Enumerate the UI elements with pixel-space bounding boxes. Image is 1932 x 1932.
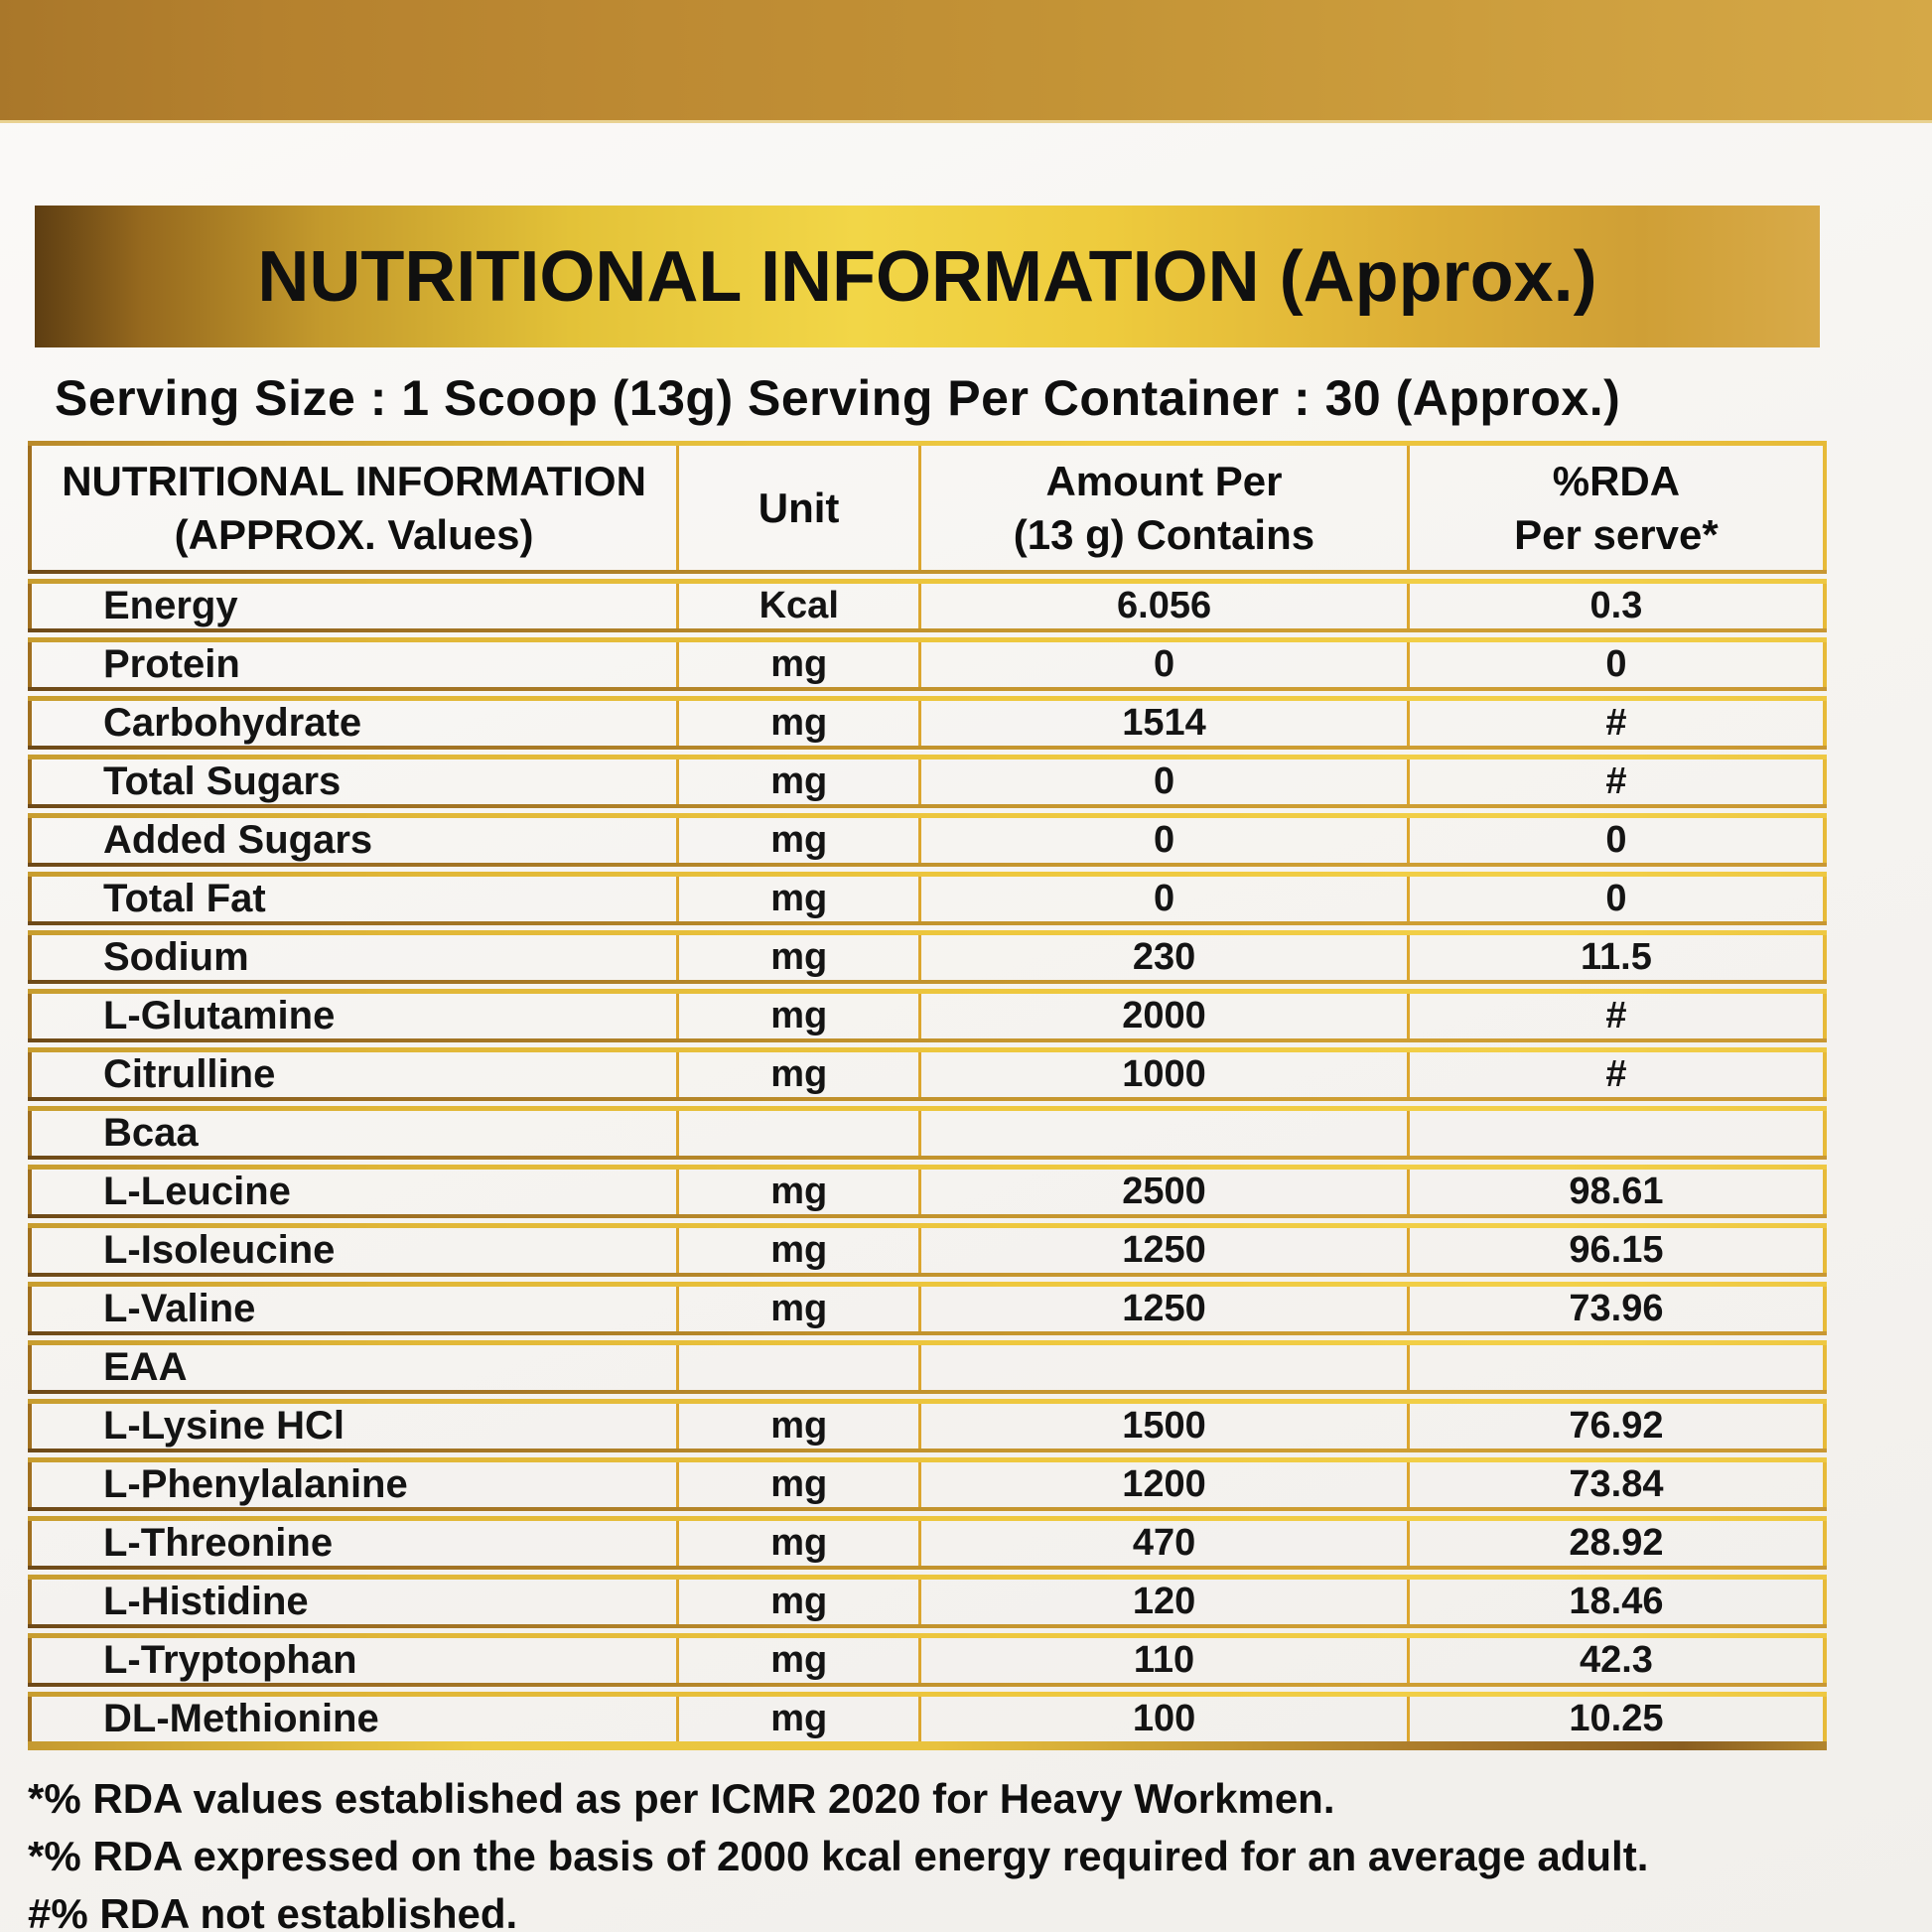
table-header-row [28,446,1827,570]
cell-rda: 10.25 [1407,1697,1823,1741]
cell-unit: mg [676,1052,918,1097]
cell-rda: 76.92 [1407,1404,1823,1449]
cell-nutrient-label: DL-Methionine [103,1697,379,1740]
table-row [28,877,1827,921]
cell-rda: 0 [1407,642,1823,687]
cell-amount: 1514 [918,701,1407,746]
row-separator [28,980,1827,994]
row-separator [28,1273,1827,1287]
cell-rda: 0 [1407,818,1823,863]
cell-unit: mg [676,642,918,687]
table-row [28,935,1827,980]
row-separator [28,1038,1827,1052]
row-separator [28,1390,1827,1404]
row-separator [28,1097,1827,1111]
cell-unit: mg [676,935,918,980]
cell-nutrient-label: L-Valine [103,1287,256,1330]
cell-rda: # [1407,701,1823,746]
cell-amount: 1250 [918,1287,1407,1331]
cell-nutrient-label: L-Threonine [103,1521,334,1565]
cell-amount: 1500 [918,1404,1407,1449]
table-row [28,1580,1827,1624]
cell-nutrient-label: Added Sugars [103,818,373,862]
cell-amount: 470 [918,1521,1407,1566]
top-gold-band [0,0,1932,123]
cell-rda: 96.15 [1407,1228,1823,1273]
cell-unit: mg [676,1404,918,1449]
cell-amount: 1200 [918,1462,1407,1507]
cell-amount: 100 [918,1697,1407,1741]
cell-nutrient-label: L-Glutamine [103,994,336,1037]
cell-rda: 73.96 [1407,1287,1823,1331]
header-rda-column: %RDA Per serve* [1407,446,1823,570]
cell-nutrient-label: L-Lysine HCl [103,1404,345,1448]
cell-rda: 18.46 [1407,1580,1823,1624]
table-section-row [28,1345,1827,1390]
row-separator [28,1214,1827,1228]
cell-nutrient-label: Sodium [103,935,249,979]
table-row [28,1404,1827,1449]
cell-rda: 11.5 [1407,935,1823,980]
row-separator [28,628,1827,642]
cell-nutrient-label: Total Fat [103,877,266,920]
table-row [28,994,1827,1038]
cell-amount: 230 [918,935,1407,980]
cell-unit: mg [676,1228,918,1273]
cell-unit: mg [676,701,918,746]
cell-unit: mg [676,1697,918,1741]
cell-rda [1407,1111,1823,1156]
header-nutrient-column: NUTRITIONAL INFORMATION (APPROX. Values) [62,457,646,558]
table-bottom-border [28,1741,1827,1750]
cell-rda: 28.92 [1407,1521,1823,1566]
table-row [28,701,1827,746]
row-separator [28,570,1827,584]
cell-amount: 2000 [918,994,1407,1038]
row-separator [28,746,1827,759]
table-body [28,446,1827,1741]
cell-rda: # [1407,994,1823,1038]
cell-amount [918,1345,1407,1390]
cell-rda: # [1407,759,1823,804]
cell-rda: 42.3 [1407,1638,1823,1683]
row-separator [28,1507,1827,1521]
table-row [28,1287,1827,1331]
footnote-rda-not-established: #% RDA not established. [28,1890,518,1932]
cell-nutrient-label: Protein [103,642,240,686]
cell-rda: 73.84 [1407,1462,1823,1507]
cell-rda: 98.61 [1407,1170,1823,1214]
cell-unit: mg [676,1521,918,1566]
table-row [28,1697,1827,1741]
table-row [28,1462,1827,1507]
cell-nutrient-label: Citrulline [103,1052,276,1096]
table-row [28,642,1827,687]
cell-unit: mg [676,877,918,921]
cell-unit: mg [676,759,918,804]
serving-size-line: Serving Size : 1 Scoop (13g) Serving Per Container : 30 (Approx.) [55,370,1621,426]
cell-unit: mg [676,818,918,863]
cell-amount: 0 [918,877,1407,921]
cell-nutrient-label: L-Tryptophan [103,1638,357,1682]
row-separator [28,804,1827,818]
cell-unit: Kcal [676,584,918,628]
cell-amount: 0 [918,818,1407,863]
cell-rda: 0 [1407,877,1823,921]
cell-amount: 2500 [918,1170,1407,1214]
cell-unit: mg [676,1638,918,1683]
cell-nutrient-label: L-Histidine [103,1580,309,1623]
table-row [28,1052,1827,1097]
table-row [28,1228,1827,1273]
header-unit-column: Unit [676,446,918,570]
table-row [28,759,1827,804]
cell-rda: # [1407,1052,1823,1097]
table-row [28,1170,1827,1214]
row-separator [28,687,1827,701]
row-separator [28,1449,1827,1462]
row-separator [28,1566,1827,1580]
footnote-rda-2000kcal: *% RDA expressed on the basis of 2000 kcal energy required for an average adult. [28,1833,1649,1879]
cell-amount: 0 [918,642,1407,687]
cell-nutrient-label: Carbohydrate [103,701,362,745]
cell-nutrient-label: EAA [103,1345,188,1389]
table-row [28,1521,1827,1566]
cell-rda [1407,1345,1823,1390]
cell-nutrient-label: L-Leucine [103,1170,291,1213]
cell-amount [918,1111,1407,1156]
title-banner [35,206,1820,347]
cell-nutrient-label: L-Phenylalanine [103,1462,408,1506]
page-title: NUTRITIONAL INFORMATION (Approx.) [257,236,1597,317]
row-separator [28,1331,1827,1345]
row-separator [28,1683,1827,1697]
cell-nutrient-label: Total Sugars [103,759,342,803]
cell-amount: 6.056 [918,584,1407,628]
cell-nutrient-label: L-Isoleucine [103,1228,336,1272]
cell-nutrient-label: Energy [103,584,238,627]
row-separator [28,1156,1827,1170]
cell-amount: 1000 [918,1052,1407,1097]
cell-amount: 1250 [918,1228,1407,1273]
cell-unit: mg [676,994,918,1038]
table-row [28,1638,1827,1683]
table-row [28,584,1827,628]
cell-amount: 0 [918,759,1407,804]
header-amount-column: Amount Per (13 g) Contains [918,446,1407,570]
cell-unit [676,1345,918,1390]
cell-amount: 110 [918,1638,1407,1683]
row-separator [28,921,1827,935]
cell-unit [676,1111,918,1156]
cell-unit: mg [676,1287,918,1331]
cell-unit: mg [676,1580,918,1624]
cell-rda: 0.3 [1407,584,1823,628]
footnotes [28,1773,1894,1932]
cell-nutrient-label: Bcaa [103,1111,199,1155]
footnote-rda-icmr: *% RDA values established as per ICMR 2020 for Heavy Workmen. [28,1775,1335,1822]
nutrition-table [28,441,1827,1750]
row-separator [28,1624,1827,1638]
table-section-row [28,1111,1827,1156]
row-separator [28,863,1827,877]
cell-amount: 120 [918,1580,1407,1624]
table-row [28,818,1827,863]
cell-unit: mg [676,1462,918,1507]
cell-unit: mg [676,1170,918,1214]
